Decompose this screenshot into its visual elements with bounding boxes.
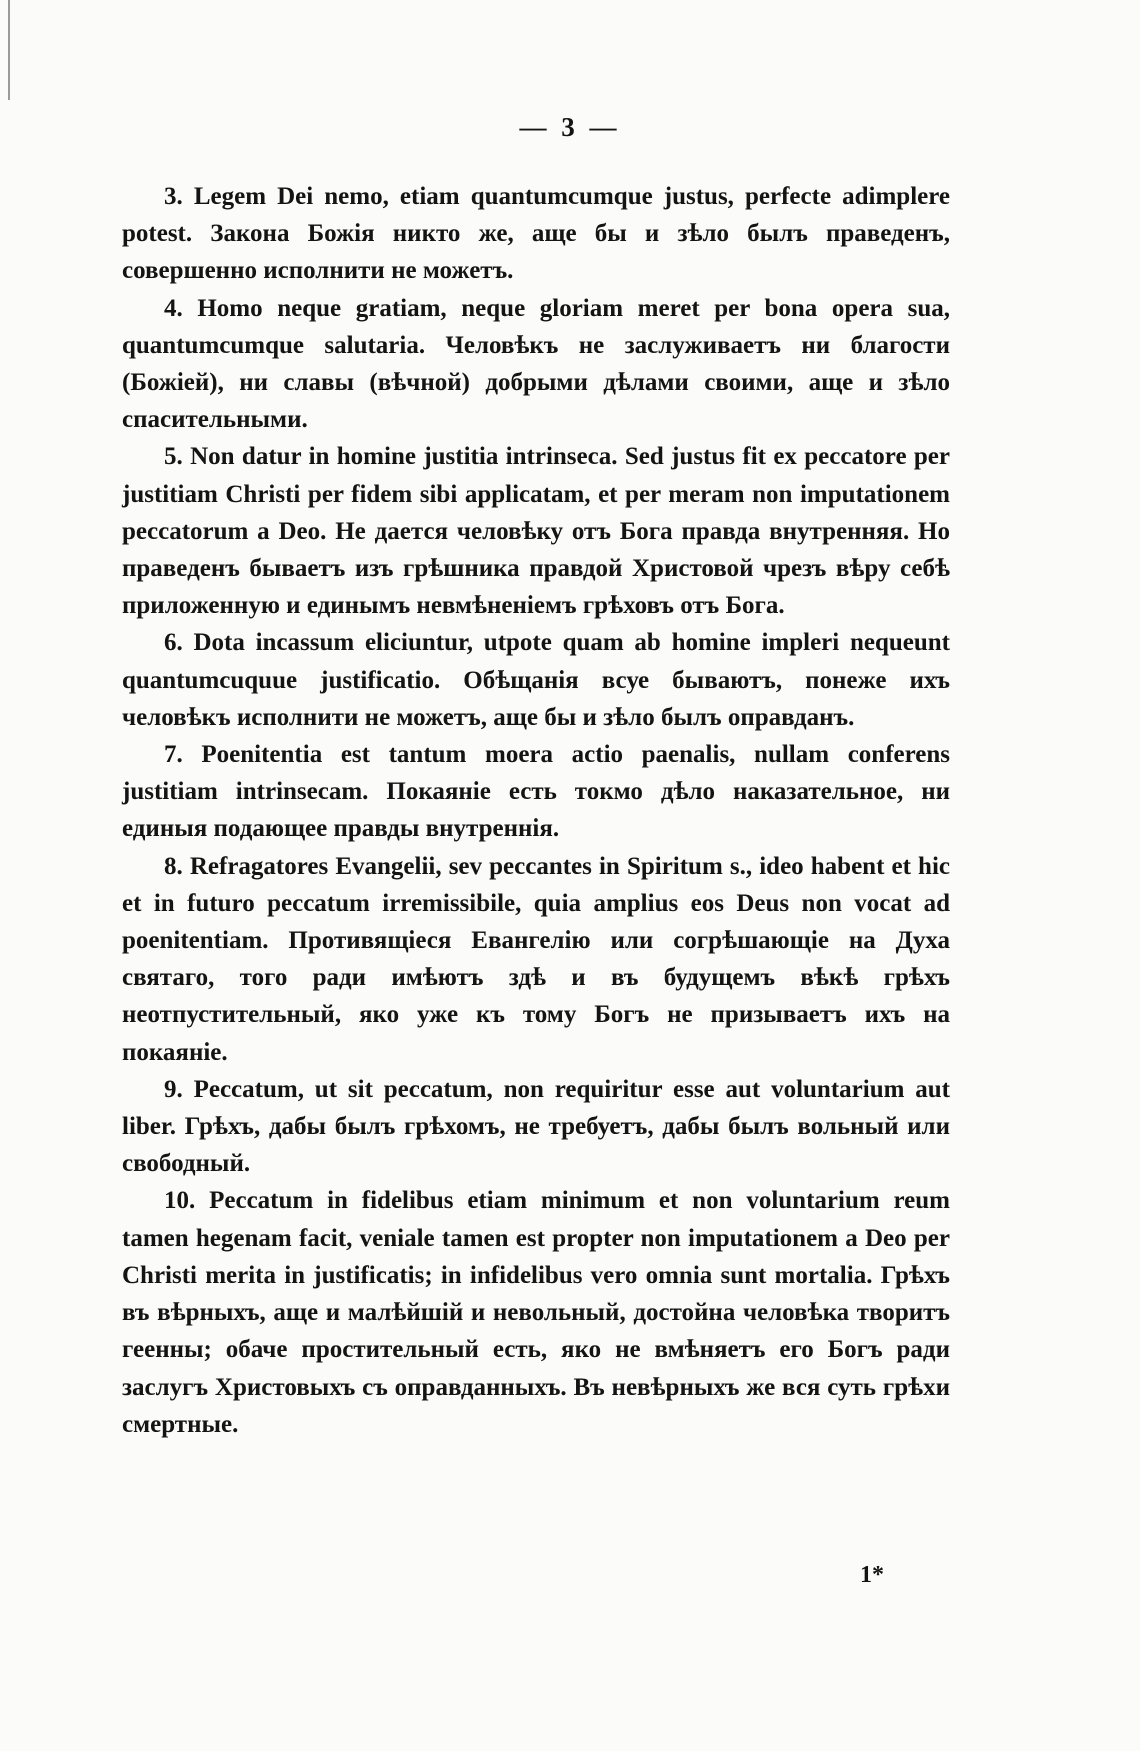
thesis-5: 5. Non datur in homine justitia intrinseca. Sed justus fit ex peccatore per justitiam Christi per fidem sibi applicatam, et per meram non imputationem peccatorum a Deo. Не дается человѣку отъ Бога правда внутренняя. Но праведенъ бываетъ изъ грѣшника правдой Христовой чрезъ вѣру себѣ приложенную и единымъ невмѣненіемъ грѣховъ отъ Бога. <box>122 443 950 620</box>
thesis-3: 3. Legem Dei nemo, etiam quantumcumque justus, perfecte adimplere potest. Закона Божія никто же, аще бы и зѣло былъ праведенъ, совершенно исполнити не можетъ. <box>122 183 950 285</box>
thesis-7: 7. Poenitentia est tantum moera actio paenalis, nullam conferens justitiam intrinsecam. Покаяніе есть токмо дѣло наказательное, ни единыя подающее правды внутреннія. <box>122 741 950 843</box>
thesis-9: 9. Peccatum, ut sit peccatum, non requiritur esse aut voluntarium aut liber. Грѣхъ, дабы былъ грѣхомъ, не требуетъ, дабы былъ вольный или свободный. <box>122 1075 950 1178</box>
page-number: — 3 — <box>519 112 621 142</box>
body-text <box>122 178 950 1443</box>
thesis-10: 10. Peccatum in fidelibus etiam minimum et non voluntarium reum tamen hegenam facit, veniale tamen est propter non imputationem a Deo per Christi merita in justificatis; in infidelibus vero omnia sunt mortalia. Грѣхъ въ вѣрныхъ, аще и малѣйшій и невольный, достойна человѣка творитъ геенны; обаче простительный есть, яко не вмѣняетъ его Богъ ради заслугъ Христовыхъ съ оправданныхъ. Въ невѣрныхъ же вся суть грѣхи смертные. <box>122 1187 950 1438</box>
signature-mark: 1* <box>860 1562 884 1588</box>
thesis-4: 4. Homo neque gratiam, neque gloriam meret per bona opera sua, quantumcumque salutaria. Человѣкъ не заслуживаетъ ни благости (Божіей), ни славы (вѣчной) добрыми дѣлами своими, аще и зѣло спасительными. <box>122 294 950 434</box>
scan-edge-line <box>8 0 10 100</box>
thesis-6: 6. Dota incassum eliciuntur, utpote quam ab homine impleri nequeunt quantumcuquue justificatio. Обѣщанія всуе бываютъ, понеже ихъ человѣкъ исполнити не можетъ, аще бы и зѣло былъ оправданъ. <box>122 629 950 731</box>
thesis-8: 8. Refragatores Evangelii, sev peccantes in Spiritum s., ideo habent et hic et in futuro peccatum irremissibile, quia amplius eos Deus non vocat ad poenitentiam. Противящіеся Евангелію или согрѣшающіе на Духа святаго, того ради имѣютъ здѣ и въ будущемъ вѣкѣ грѣхъ неотпустительный, яко уже къ тому Богъ не призываетъ ихъ на покаяніе. <box>122 852 950 1066</box>
